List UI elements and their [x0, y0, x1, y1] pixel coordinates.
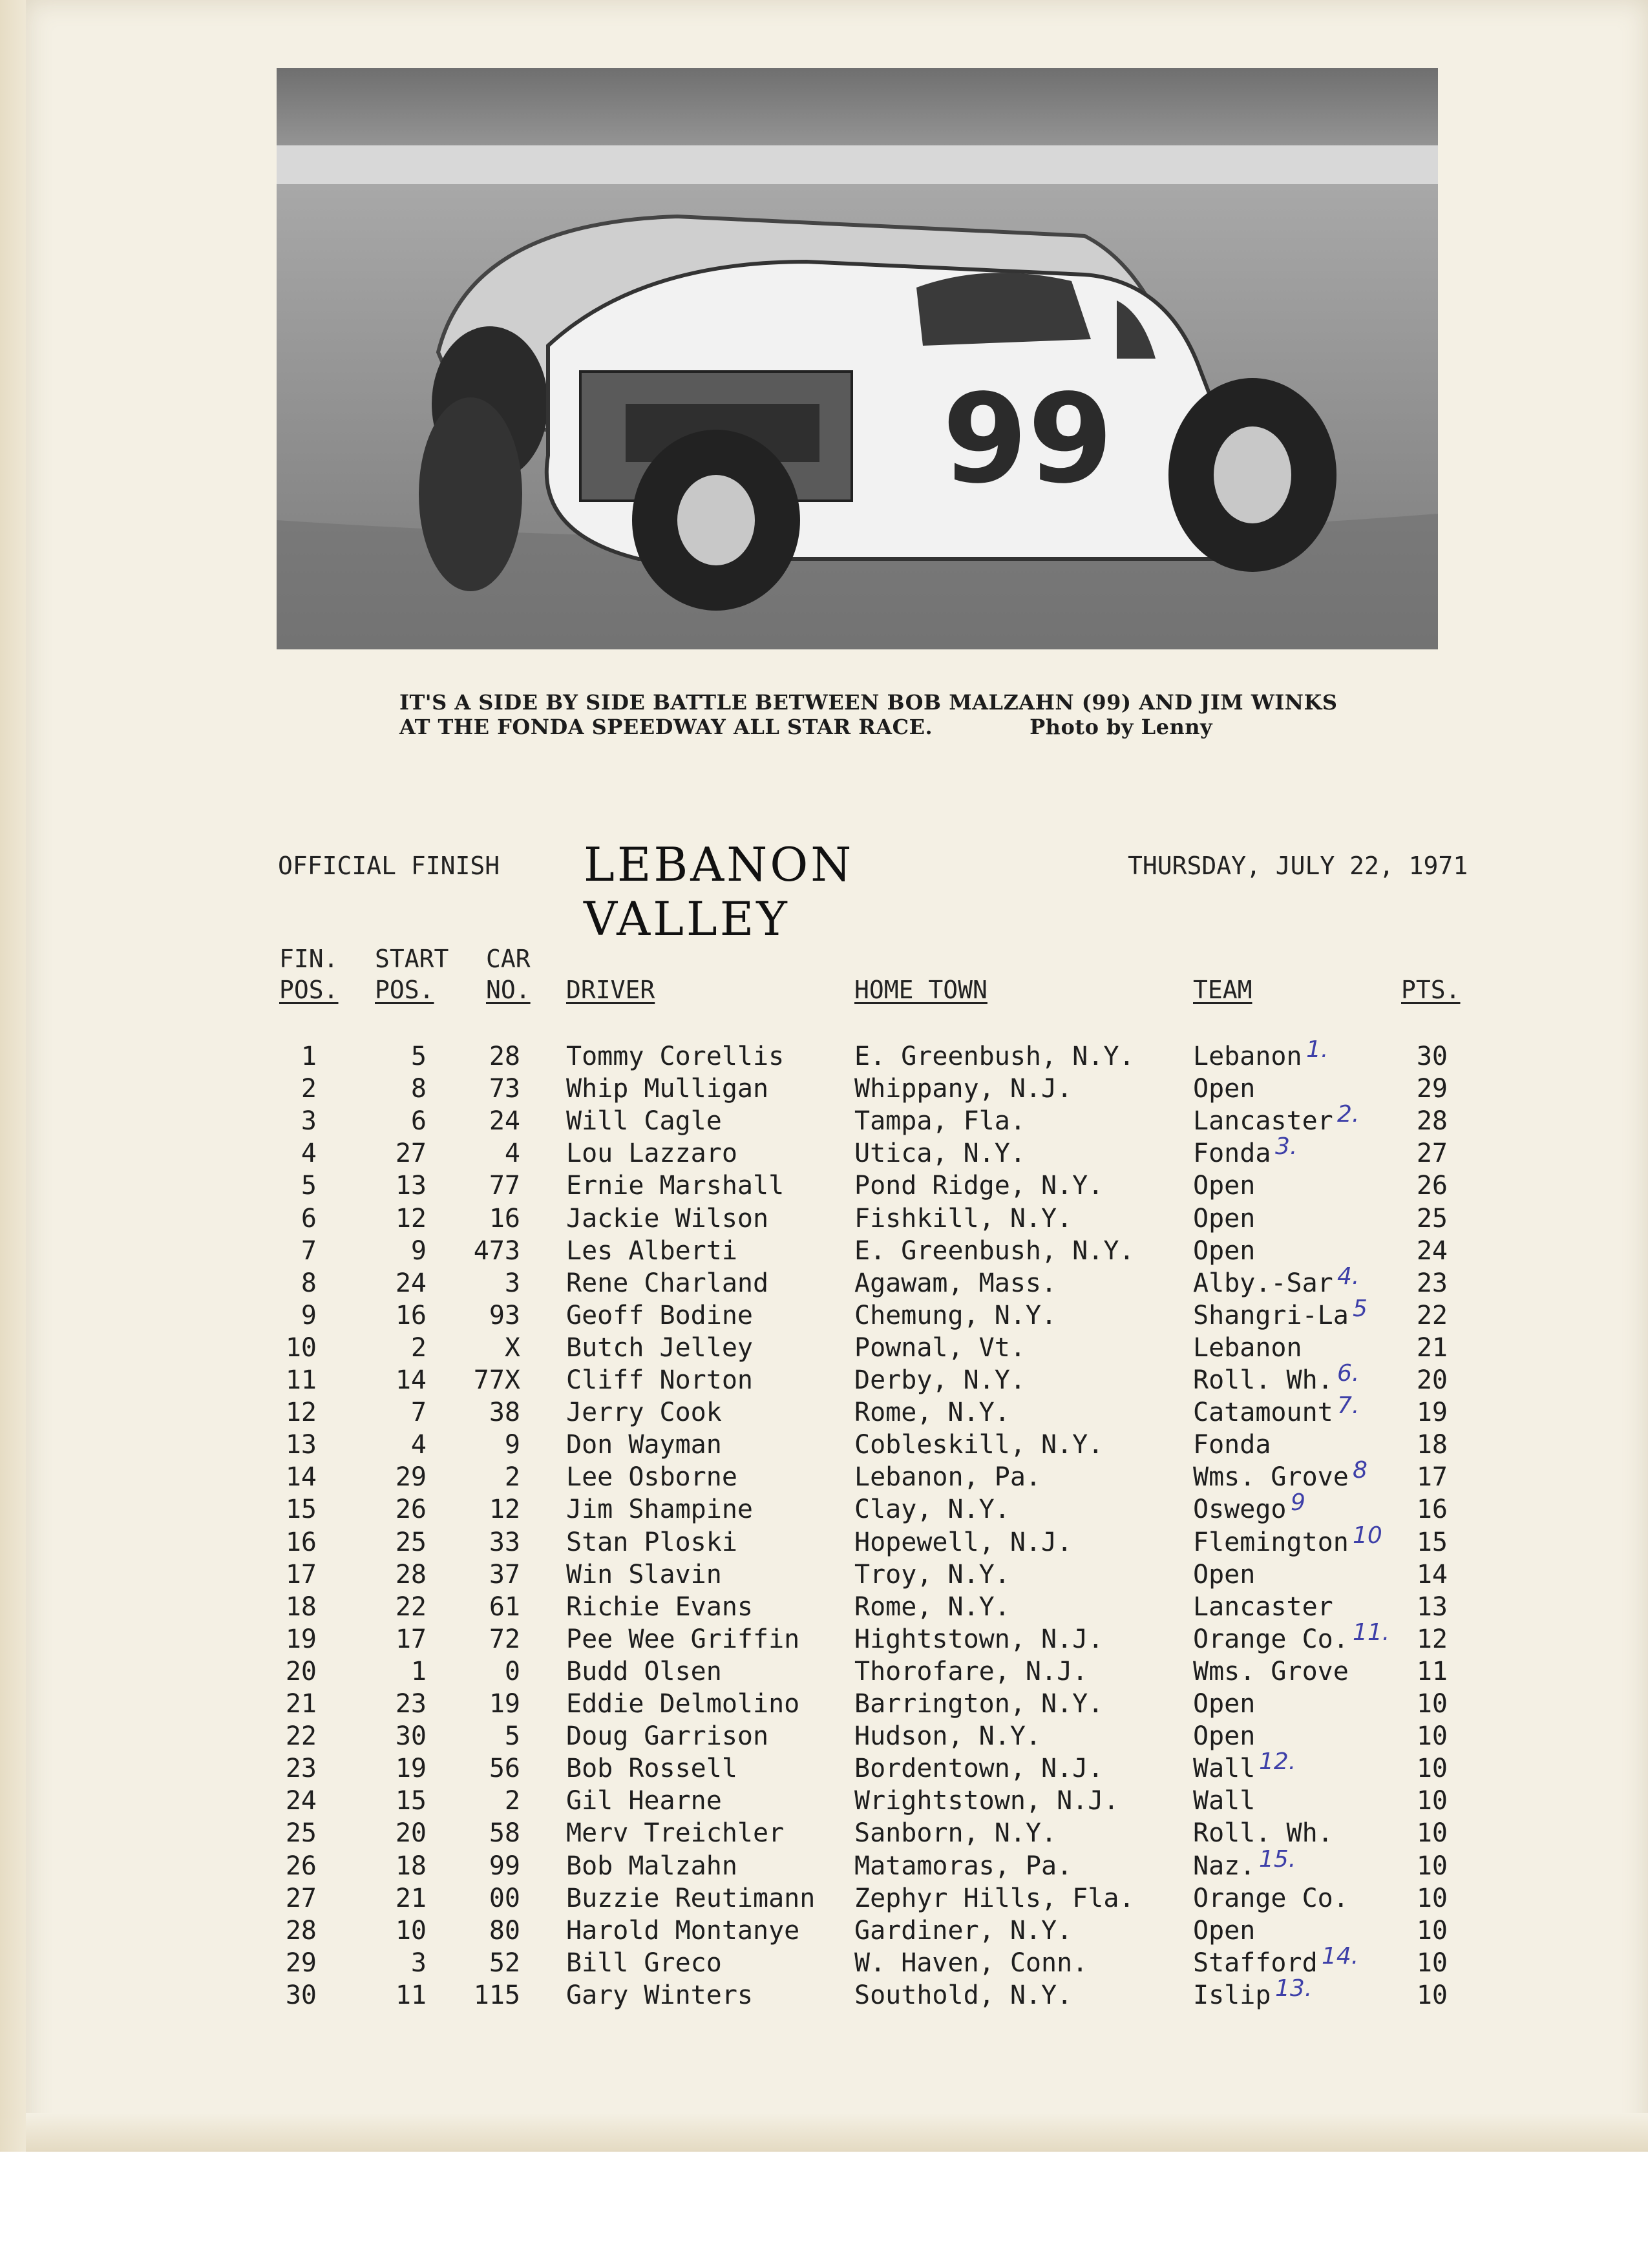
- points-cell: 29: [1416, 1074, 1448, 1104]
- points-cell: 15: [1416, 1528, 1448, 1557]
- table-row: [0, 1392, 1648, 1430]
- col-header-start-pos: [375, 943, 449, 1005]
- handwritten-note: 5: [1353, 1296, 1368, 1322]
- fin-pos-cell: 28: [285, 1916, 317, 1946]
- fin-pos-cell: 10: [285, 1333, 317, 1363]
- fin-pos-cell: 25: [285, 1818, 317, 1848]
- table-row: [0, 1560, 1648, 1592]
- col-header-town-label: HOME TOWN: [854, 976, 988, 1004]
- driver-cell: Cliff Norton: [566, 1365, 753, 1395]
- car-number-cell: 16: [489, 1204, 520, 1234]
- fin-pos-cell: 8: [301, 1268, 317, 1298]
- driver-cell: Les Alberti: [566, 1236, 737, 1266]
- team-cell: Open: [1193, 1171, 1256, 1201]
- driver-cell: Ernie Marshall: [566, 1171, 785, 1201]
- driver-cell: Bill Greco: [566, 1948, 722, 1978]
- car-number-cell: 2: [504, 1462, 520, 1492]
- col-header-driver: [566, 974, 655, 1005]
- points-cell: 10: [1416, 1916, 1448, 1946]
- photo-caption: [399, 690, 1369, 739]
- car-number-cell: 3: [504, 1268, 520, 1298]
- home-town-cell: Hopewell, N.J.: [854, 1528, 1073, 1557]
- team-cell: Lebanon: [1193, 1333, 1302, 1363]
- home-town-cell: Hightstown, N.J.: [854, 1624, 1104, 1654]
- car-number-cell: 9: [504, 1430, 520, 1460]
- driver-cell: Richie Evans: [566, 1592, 753, 1622]
- handwritten-note: 2.: [1337, 1101, 1360, 1128]
- home-town-cell: Troy, N.Y.: [854, 1560, 1010, 1590]
- car-number-cell: 0: [504, 1657, 520, 1686]
- table-row: [0, 1943, 1648, 1980]
- points-cell: 16: [1416, 1495, 1448, 1524]
- car-number-cell: 72: [489, 1624, 520, 1654]
- team-cell: Fonda: [1193, 1430, 1271, 1460]
- start-pos-cell: 28: [395, 1560, 427, 1590]
- start-pos-cell: 3: [410, 1948, 427, 1978]
- driver-cell: Rene Charland: [566, 1268, 769, 1298]
- start-pos-cell: 22: [395, 1592, 427, 1622]
- fin-pos-cell: 5: [301, 1171, 317, 1201]
- table-row: [0, 1916, 1648, 1948]
- fin-pos-cell: 6: [301, 1204, 317, 1234]
- points-cell: 10: [1416, 1818, 1448, 1848]
- team-cell: Open: [1193, 1204, 1256, 1234]
- start-pos-cell: 26: [395, 1495, 427, 1524]
- start-pos-cell: 10: [395, 1916, 427, 1946]
- driver-cell: Jackie Wilson: [566, 1204, 769, 1234]
- home-town-cell: Clay, N.Y.: [854, 1495, 1010, 1524]
- points-cell: 11: [1416, 1657, 1448, 1686]
- home-town-cell: Tampa, Fla.: [854, 1106, 1026, 1136]
- handwritten-note: 11.: [1353, 1619, 1390, 1646]
- fin-pos-cell: 29: [285, 1948, 317, 1978]
- home-town-cell: Rome, N.Y.: [854, 1592, 1010, 1622]
- fin-pos-cell: 20: [285, 1657, 317, 1686]
- home-town-cell: Utica, N.Y.: [854, 1139, 1026, 1168]
- handwritten-note: 12.: [1259, 1748, 1296, 1775]
- start-pos-cell: 17: [395, 1624, 427, 1654]
- handwritten-note: 15.: [1259, 1846, 1296, 1873]
- points-cell: 21: [1416, 1333, 1448, 1363]
- team-cell: Wms. Grove: [1193, 1657, 1349, 1686]
- table-row: [0, 1786, 1648, 1818]
- start-pos-cell: 13: [395, 1171, 427, 1201]
- car-number-cell: 5: [504, 1721, 520, 1751]
- home-town-cell: E. Greenbush, N.Y.: [854, 1236, 1135, 1266]
- home-town-cell: Fishkill, N.Y.: [854, 1204, 1073, 1234]
- table-row: [0, 1884, 1648, 1916]
- team-cell: Islip: [1193, 1980, 1271, 2010]
- table-row: [0, 1657, 1648, 1689]
- car-number-cell: 61: [489, 1592, 520, 1622]
- car-number-cell: 2: [504, 1786, 520, 1816]
- table-row: [0, 1333, 1648, 1365]
- table-row: [0, 1074, 1648, 1106]
- car-number-cell: 24: [489, 1106, 520, 1136]
- start-pos-cell: 29: [395, 1462, 427, 1492]
- fin-pos-cell: 19: [285, 1624, 317, 1654]
- home-town-cell: Hudson, N.Y.: [854, 1721, 1041, 1751]
- points-cell: 25: [1416, 1204, 1448, 1234]
- start-pos-cell: 6: [410, 1106, 427, 1136]
- table-row: [0, 1204, 1648, 1236]
- home-town-cell: Barrington, N.Y.: [854, 1689, 1104, 1719]
- handwritten-note: 8: [1353, 1457, 1368, 1484]
- home-town-cell: Chemung, N.Y.: [854, 1301, 1057, 1330]
- table-row: [0, 1721, 1648, 1754]
- team-cell: Naz.: [1193, 1851, 1256, 1881]
- race-car-illustration: [277, 68, 1438, 649]
- car-number-cell: 33: [489, 1528, 520, 1557]
- team-cell: Shangri-La: [1193, 1301, 1349, 1330]
- table-row: [0, 1263, 1648, 1301]
- col-header-start-top: START: [375, 945, 449, 973]
- col-header-pts-label: PTS.: [1401, 976, 1461, 1004]
- car-number-cell: 73: [489, 1074, 520, 1104]
- start-pos-cell: 4: [410, 1430, 427, 1460]
- team-cell: Orange Co.: [1193, 1624, 1349, 1654]
- col-header-car-no: [486, 943, 531, 1005]
- car-number-cell: 38: [489, 1398, 520, 1427]
- team-cell: Wms. Grove: [1193, 1462, 1349, 1492]
- car-number-cell: 00: [489, 1884, 520, 1913]
- table-row: [0, 1489, 1648, 1527]
- table-row: [0, 1522, 1648, 1560]
- points-cell: 14: [1416, 1560, 1448, 1590]
- table-row: [0, 1101, 1648, 1139]
- fin-pos-cell: 22: [285, 1721, 317, 1751]
- team-cell: Open: [1193, 1560, 1256, 1590]
- caption-line-1: IT'S A SIDE BY SIDE BATTLE BETWEEN BOB MALZAHN (99) AND JIM WINKS: [399, 690, 1338, 715]
- fin-pos-cell: 2: [301, 1074, 317, 1104]
- team-cell: Wall: [1193, 1754, 1256, 1783]
- col-header-fin-bottom: POS.: [279, 976, 339, 1004]
- points-cell: 10: [1416, 1754, 1448, 1783]
- home-town-cell: Gardiner, N.Y.: [854, 1916, 1073, 1946]
- table-row: [0, 1171, 1648, 1203]
- start-pos-cell: 1: [410, 1657, 427, 1686]
- fin-pos-cell: 7: [301, 1236, 317, 1266]
- home-town-cell: Pond Ridge, N.Y.: [854, 1171, 1104, 1201]
- start-pos-cell: 25: [395, 1528, 427, 1557]
- fin-pos-cell: 1: [301, 1042, 317, 1071]
- fin-pos-cell: 18: [285, 1592, 317, 1622]
- handwritten-note: 1.: [1306, 1036, 1329, 1063]
- points-cell: 10: [1416, 1884, 1448, 1913]
- driver-cell: Buzzie Reutimann: [566, 1884, 816, 1913]
- team-cell: Flemington: [1193, 1528, 1349, 1557]
- team-cell: Orange Co.: [1193, 1884, 1349, 1913]
- team-cell: Open: [1193, 1689, 1256, 1719]
- points-cell: 10: [1416, 1948, 1448, 1978]
- table-row: [0, 1236, 1648, 1268]
- home-town-cell: Rome, N.Y.: [854, 1398, 1010, 1427]
- team-cell: Roll. Wh.: [1193, 1365, 1333, 1395]
- driver-cell: Gil Hearne: [566, 1786, 722, 1816]
- table-row: [0, 1296, 1648, 1333]
- col-header-team-label: TEAM: [1193, 976, 1252, 1004]
- start-pos-cell: 7: [410, 1398, 427, 1427]
- table-row: [0, 1748, 1648, 1786]
- points-cell: 19: [1416, 1398, 1448, 1427]
- start-pos-cell: 15: [395, 1786, 427, 1816]
- car-number-text: 99: [942, 368, 1114, 510]
- start-pos-cell: 14: [395, 1365, 427, 1395]
- fin-pos-cell: 12: [285, 1398, 317, 1427]
- car-number-cell: 58: [489, 1818, 520, 1848]
- home-town-cell: Zephyr Hills, Fla.: [854, 1884, 1135, 1913]
- team-cell: Lancaster: [1193, 1106, 1333, 1136]
- points-cell: 17: [1416, 1462, 1448, 1492]
- handwritten-note: 4.: [1337, 1263, 1360, 1290]
- table-row: [0, 1457, 1648, 1495]
- col-header-car-top: CAR: [486, 945, 531, 973]
- driver-cell: Bob Malzahn: [566, 1851, 737, 1881]
- team-cell: Fonda: [1193, 1139, 1271, 1168]
- table-row: [0, 1689, 1648, 1721]
- fin-pos-cell: 17: [285, 1560, 317, 1590]
- start-pos-cell: 8: [410, 1074, 427, 1104]
- driver-cell: Butch Jelley: [566, 1333, 753, 1363]
- points-cell: 26: [1416, 1171, 1448, 1201]
- car-number-cell: 77X: [473, 1365, 520, 1395]
- points-cell: 10: [1416, 1980, 1448, 2010]
- col-header-pts: [1401, 974, 1461, 1005]
- handwritten-note: 14.: [1322, 1943, 1359, 1969]
- points-cell: 24: [1416, 1236, 1448, 1266]
- table-row: [0, 1975, 1648, 2013]
- points-cell: 27: [1416, 1139, 1448, 1168]
- page-title: LEBANON VALLEY: [584, 837, 854, 946]
- start-pos-cell: 30: [395, 1721, 427, 1751]
- fin-pos-cell: 21: [285, 1689, 317, 1719]
- team-cell: Open: [1193, 1916, 1256, 1946]
- official-finish-label: OFFICIAL FINISH: [278, 852, 500, 880]
- col-header-car-bottom: NO.: [486, 976, 531, 1004]
- race-photo: [277, 68, 1438, 649]
- points-cell: 13: [1416, 1592, 1448, 1622]
- driver-cell: Doug Garrison: [566, 1721, 769, 1751]
- driver-cell: Lou Lazzaro: [566, 1139, 737, 1168]
- points-cell: 20: [1416, 1365, 1448, 1395]
- handwritten-note: 7.: [1337, 1392, 1360, 1419]
- car-number-cell: 80: [489, 1916, 520, 1946]
- fin-pos-cell: 3: [301, 1106, 317, 1136]
- team-cell: Roll. Wh.: [1193, 1818, 1333, 1848]
- home-town-cell: Thorofare, N.J.: [854, 1657, 1088, 1686]
- points-cell: 12: [1416, 1624, 1448, 1654]
- start-pos-cell: 19: [395, 1754, 427, 1783]
- table-row: [0, 1360, 1648, 1398]
- car-number-cell: 52: [489, 1948, 520, 1978]
- team-cell: Open: [1193, 1236, 1256, 1266]
- handwritten-note: 3.: [1275, 1133, 1298, 1160]
- home-town-cell: Matamoras, Pa.: [854, 1851, 1073, 1881]
- team-cell: Catamount: [1193, 1398, 1333, 1427]
- team-cell: Open: [1193, 1721, 1256, 1751]
- home-town-cell: Lebanon, Pa.: [854, 1462, 1041, 1492]
- fin-pos-cell: 30: [285, 1980, 317, 2010]
- table-row: [0, 1846, 1648, 1884]
- team-cell: Alby.-Sar: [1193, 1268, 1333, 1298]
- driver-cell: Don Wayman: [566, 1430, 722, 1460]
- handwritten-note: 13.: [1275, 1975, 1313, 2002]
- home-town-cell: Pownal, Vt.: [854, 1333, 1026, 1363]
- start-pos-cell: 18: [395, 1851, 427, 1881]
- team-cell: Stafford: [1193, 1948, 1318, 1978]
- col-header-home-town: [854, 974, 988, 1005]
- driver-cell: Stan Ploski: [566, 1528, 737, 1557]
- home-town-cell: Cobleskill, N.Y.: [854, 1430, 1104, 1460]
- home-town-cell: Bordentown, N.J.: [854, 1754, 1104, 1783]
- points-cell: 28: [1416, 1106, 1448, 1136]
- driver-cell: Harold Montanye: [566, 1916, 800, 1946]
- car-number-cell: 19: [489, 1689, 520, 1719]
- table-row: [0, 1592, 1648, 1624]
- race-date: THURSDAY, JULY 22, 1971: [1128, 852, 1468, 880]
- car-number-cell: 77: [489, 1171, 520, 1201]
- team-cell: Lancaster: [1193, 1592, 1333, 1622]
- start-pos-cell: 11: [395, 1980, 427, 2010]
- start-pos-cell: 27: [395, 1139, 427, 1168]
- car-number-cell: 93: [489, 1301, 520, 1330]
- driver-cell: Budd Olsen: [566, 1657, 722, 1686]
- fin-pos-cell: 13: [285, 1430, 317, 1460]
- home-town-cell: W. Haven, Conn.: [854, 1948, 1088, 1978]
- table-row: [0, 1619, 1648, 1657]
- photo-credit: Photo by Lenny: [1030, 715, 1213, 739]
- points-cell: 10: [1416, 1721, 1448, 1751]
- fin-pos-cell: 9: [301, 1301, 317, 1330]
- start-pos-cell: 9: [410, 1236, 427, 1266]
- caption-line-2: AT THE FONDA SPEEDWAY ALL STAR RACE.: [399, 715, 933, 739]
- fin-pos-cell: 27: [285, 1884, 317, 1913]
- fin-pos-cell: 26: [285, 1851, 317, 1881]
- table-row: [0, 1036, 1648, 1074]
- driver-cell: Merv Treichler: [566, 1818, 785, 1848]
- start-pos-cell: 24: [395, 1268, 427, 1298]
- home-town-cell: Agawam, Mass.: [854, 1268, 1057, 1298]
- start-pos-cell: 12: [395, 1204, 427, 1234]
- car-number-cell: 28: [489, 1042, 520, 1071]
- driver-cell: Win Slavin: [566, 1560, 722, 1590]
- fin-pos-cell: 4: [301, 1139, 317, 1168]
- fin-pos-cell: 14: [285, 1462, 317, 1492]
- driver-cell: Jerry Cook: [566, 1398, 722, 1427]
- table-row: [0, 1818, 1648, 1851]
- driver-cell: Whip Mulligan: [566, 1074, 769, 1104]
- handwritten-note: 10: [1353, 1522, 1382, 1549]
- col-header-fin-pos: [279, 943, 339, 1005]
- col-header-start-bottom: POS.: [375, 976, 434, 1004]
- home-town-cell: Sanborn, N.Y.: [854, 1818, 1057, 1848]
- col-header-team: [1193, 974, 1252, 1005]
- start-pos-cell: 20: [395, 1818, 427, 1848]
- points-cell: 23: [1416, 1268, 1448, 1298]
- team-cell: Oswego: [1193, 1495, 1287, 1524]
- car-number-cell: X: [504, 1333, 520, 1363]
- driver-cell: Gary Winters: [566, 1980, 753, 2010]
- start-pos-cell: 23: [395, 1689, 427, 1719]
- col-header-driver-label: DRIVER: [566, 976, 655, 1004]
- fin-pos-cell: 24: [285, 1786, 317, 1816]
- car-number-cell: 99: [489, 1851, 520, 1881]
- points-cell: 18: [1416, 1430, 1448, 1460]
- points-cell: 30: [1416, 1042, 1448, 1071]
- fin-pos-cell: 11: [285, 1365, 317, 1395]
- start-pos-cell: 16: [395, 1301, 427, 1330]
- points-cell: 22: [1416, 1301, 1448, 1330]
- driver-cell: Pee Wee Griffin: [566, 1624, 800, 1654]
- car-number-cell: 115: [473, 1980, 520, 2010]
- team-cell: Open: [1193, 1074, 1256, 1104]
- driver-cell: Lee Osborne: [566, 1462, 737, 1492]
- driver-cell: Jim Shampine: [566, 1495, 753, 1524]
- home-town-cell: Whippany, N.J.: [854, 1074, 1073, 1104]
- driver-cell: Tommy Corellis: [566, 1042, 785, 1071]
- driver-cell: Eddie Delmolino: [566, 1689, 800, 1719]
- points-cell: 10: [1416, 1689, 1448, 1719]
- home-town-cell: Derby, N.Y.: [854, 1365, 1026, 1395]
- home-town-cell: Southold, N.Y.: [854, 1980, 1073, 2010]
- driver-cell: Geoff Bodine: [566, 1301, 753, 1330]
- team-cell: Wall: [1193, 1786, 1256, 1816]
- car-number-cell: 56: [489, 1754, 520, 1783]
- car-number-cell: 12: [489, 1495, 520, 1524]
- points-cell: 10: [1416, 1851, 1448, 1881]
- handwritten-note: 9: [1291, 1489, 1305, 1516]
- home-town-cell: E. Greenbush, N.Y.: [854, 1042, 1135, 1071]
- team-cell: Lebanon: [1193, 1042, 1302, 1071]
- fin-pos-cell: 16: [285, 1528, 317, 1557]
- fin-pos-cell: 23: [285, 1754, 317, 1783]
- start-pos-cell: 5: [410, 1042, 427, 1071]
- page-bottom-edge: [26, 2113, 1648, 2152]
- driver-cell: Bob Rossell: [566, 1754, 737, 1783]
- points-cell: 10: [1416, 1786, 1448, 1816]
- car-number-cell: 473: [473, 1236, 520, 1266]
- table-row: [0, 1430, 1648, 1462]
- fin-pos-cell: 15: [285, 1495, 317, 1524]
- col-header-fin-top: FIN.: [279, 945, 339, 973]
- table-row: [0, 1133, 1648, 1171]
- start-pos-cell: 2: [410, 1333, 427, 1363]
- car-number-cell: 37: [489, 1560, 520, 1590]
- car-number-cell: 4: [504, 1139, 520, 1168]
- driver-cell: Will Cagle: [566, 1106, 722, 1136]
- home-town-cell: Wrightstown, N.J.: [854, 1786, 1119, 1816]
- handwritten-note: 6.: [1337, 1360, 1360, 1387]
- start-pos-cell: 21: [395, 1884, 427, 1913]
